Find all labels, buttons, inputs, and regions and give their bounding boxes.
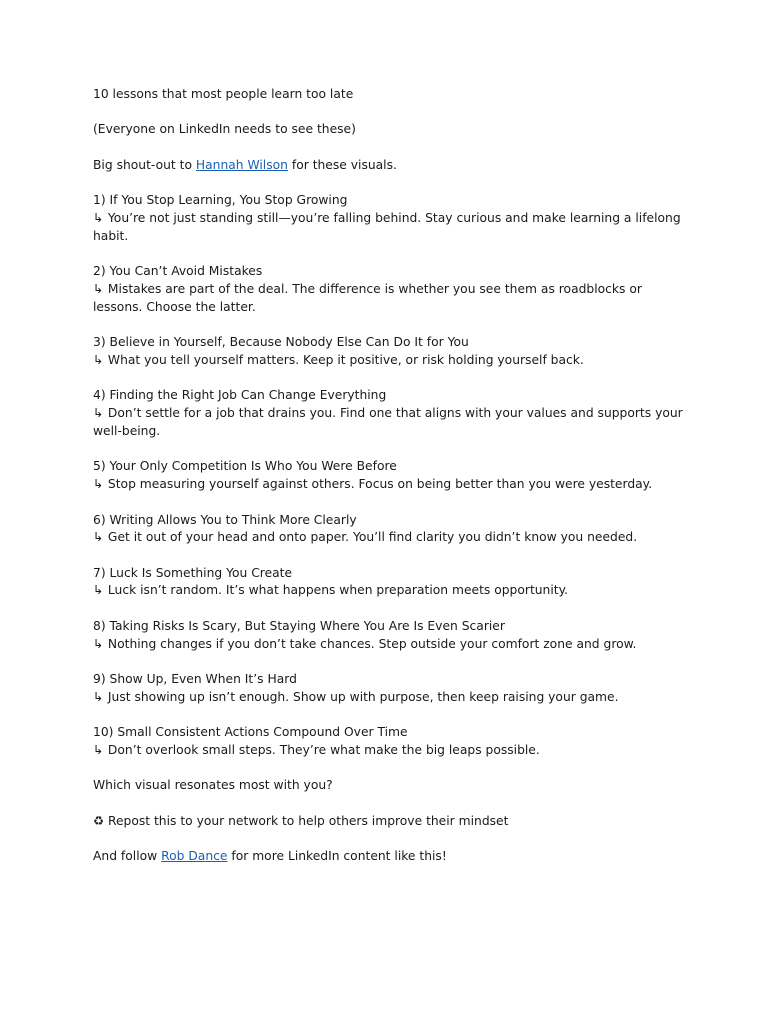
lesson-body: Stop measuring yourself against others. Focus on being better than you were yesterday.	[107, 477, 653, 492]
lesson-item	[93, 724, 683, 760]
lesson-body-line	[93, 210, 683, 246]
lesson-item	[93, 671, 683, 707]
post-subtitle: (Everyone on LinkedIn needs to see these)	[93, 122, 356, 137]
post-body	[93, 86, 683, 884]
shoutout-prefix: Big shout-out to	[93, 157, 192, 172]
down-right-arrow-icon: ↳	[93, 406, 104, 421]
lesson-title: 7) Luck Is Something You Create	[93, 565, 293, 580]
lesson-item	[93, 192, 683, 245]
post-subtitle-paragraph	[93, 121, 683, 139]
follow-suffix: for more LinkedIn content like this!	[231, 849, 447, 864]
lesson-body: You’re not just standing still—you’re falling behind. Stay curious and make learning a lifelong habit.	[93, 210, 681, 243]
lesson-body-line	[93, 281, 683, 317]
lesson-item	[93, 618, 683, 654]
lesson-body-line	[93, 529, 683, 547]
lesson-title: 4) Finding the Right Job Can Change Everything	[93, 388, 387, 403]
lesson-body-line	[93, 689, 683, 707]
lesson-body: Mistakes are part of the deal. The difference is whether you see them as roadblocks or lessons. Choose the latter.	[93, 281, 642, 314]
lesson-item	[93, 387, 683, 440]
down-right-arrow-icon: ↳	[93, 636, 104, 651]
follow-paragraph	[93, 848, 683, 866]
lesson-title: 5) Your Only Competition Is Who You Were Before	[93, 459, 397, 474]
down-right-arrow-icon: ↳	[93, 210, 104, 225]
lesson-body: Nothing changes if you don’t take chances. Step outside your comfort zone and grow.	[107, 636, 637, 651]
question-line: Which visual resonates most with you?	[93, 778, 333, 793]
down-right-arrow-icon: ↳	[93, 689, 104, 704]
lesson-item	[93, 458, 683, 494]
lesson-item	[93, 565, 683, 601]
lesson-body: Don’t overlook small steps. They’re what make the big leaps possible.	[107, 743, 540, 758]
lesson-body-line	[93, 476, 683, 494]
lesson-title: 10) Small Consistent Actions Compound Over Time	[93, 725, 408, 740]
lesson-body-line	[93, 742, 683, 760]
shoutout-suffix: for these visuals.	[291, 157, 397, 172]
follow-prefix: And follow	[93, 849, 158, 864]
lesson-body: Don’t settle for a job that drains you. Find one that aligns with your values and supports your well-being.	[93, 406, 683, 438]
hannah-wilson-link[interactable]: Hannah Wilson	[195, 157, 288, 172]
lesson-title: 6) Writing Allows You to Think More Clearly	[93, 512, 357, 527]
lesson-title: 1) If You Stop Learning, You Stop Growing	[93, 193, 348, 208]
down-right-arrow-icon: ↳	[93, 281, 104, 296]
lessons-list	[93, 192, 683, 760]
lesson-item	[93, 512, 683, 548]
lesson-title: 3) Believe in Yourself, Because Nobody Else Can Do It for You	[93, 335, 469, 350]
repost-text: Repost this to your network to help others improve their mindset	[107, 813, 509, 828]
lesson-body-line	[93, 582, 683, 600]
follow-line	[93, 848, 683, 866]
down-right-arrow-icon: ↳	[93, 477, 104, 492]
lesson-body: Luck isn’t random. It’s what happens when preparation meets opportunity.	[107, 583, 569, 598]
down-right-arrow-icon: ↳	[93, 743, 104, 758]
lesson-body-line	[93, 636, 683, 654]
post-title: 10 lessons that most people learn too late	[93, 87, 354, 101]
down-right-arrow-icon: ↳	[93, 530, 104, 545]
lesson-body: Get it out of your head and onto paper. You’ll find clarity you didn’t know you needed.	[107, 530, 638, 545]
lesson-title: 9) Show Up, Even When It’s Hard	[93, 672, 297, 687]
lesson-body-line	[93, 352, 683, 370]
shoutout-line	[93, 157, 683, 175]
repost-line	[93, 813, 683, 831]
lesson-body: Just showing up isn’t enough. Show up with purpose, then keep raising your game.	[107, 689, 619, 704]
lesson-title: 2) You Can’t Avoid Mistakes	[93, 264, 263, 279]
shoutout-paragraph	[93, 157, 683, 175]
post-title-paragraph	[93, 86, 683, 104]
down-right-arrow-icon: ↳	[93, 583, 104, 598]
repost-paragraph	[93, 813, 683, 831]
lesson-body: What you tell yourself matters. Keep it positive, or risk holding yourself back.	[107, 352, 584, 367]
lesson-title: 8) Taking Risks Is Scary, But Staying Where You Are Is Even Scarier	[93, 618, 505, 633]
lesson-body-line	[93, 405, 683, 441]
down-right-arrow-icon: ↳	[93, 352, 104, 367]
lesson-item	[93, 334, 683, 370]
recycle-icon: ♻	[93, 813, 105, 828]
question-paragraph	[93, 777, 683, 795]
lesson-item	[93, 263, 683, 316]
rob-dance-link[interactable]: Rob Dance	[161, 849, 228, 864]
